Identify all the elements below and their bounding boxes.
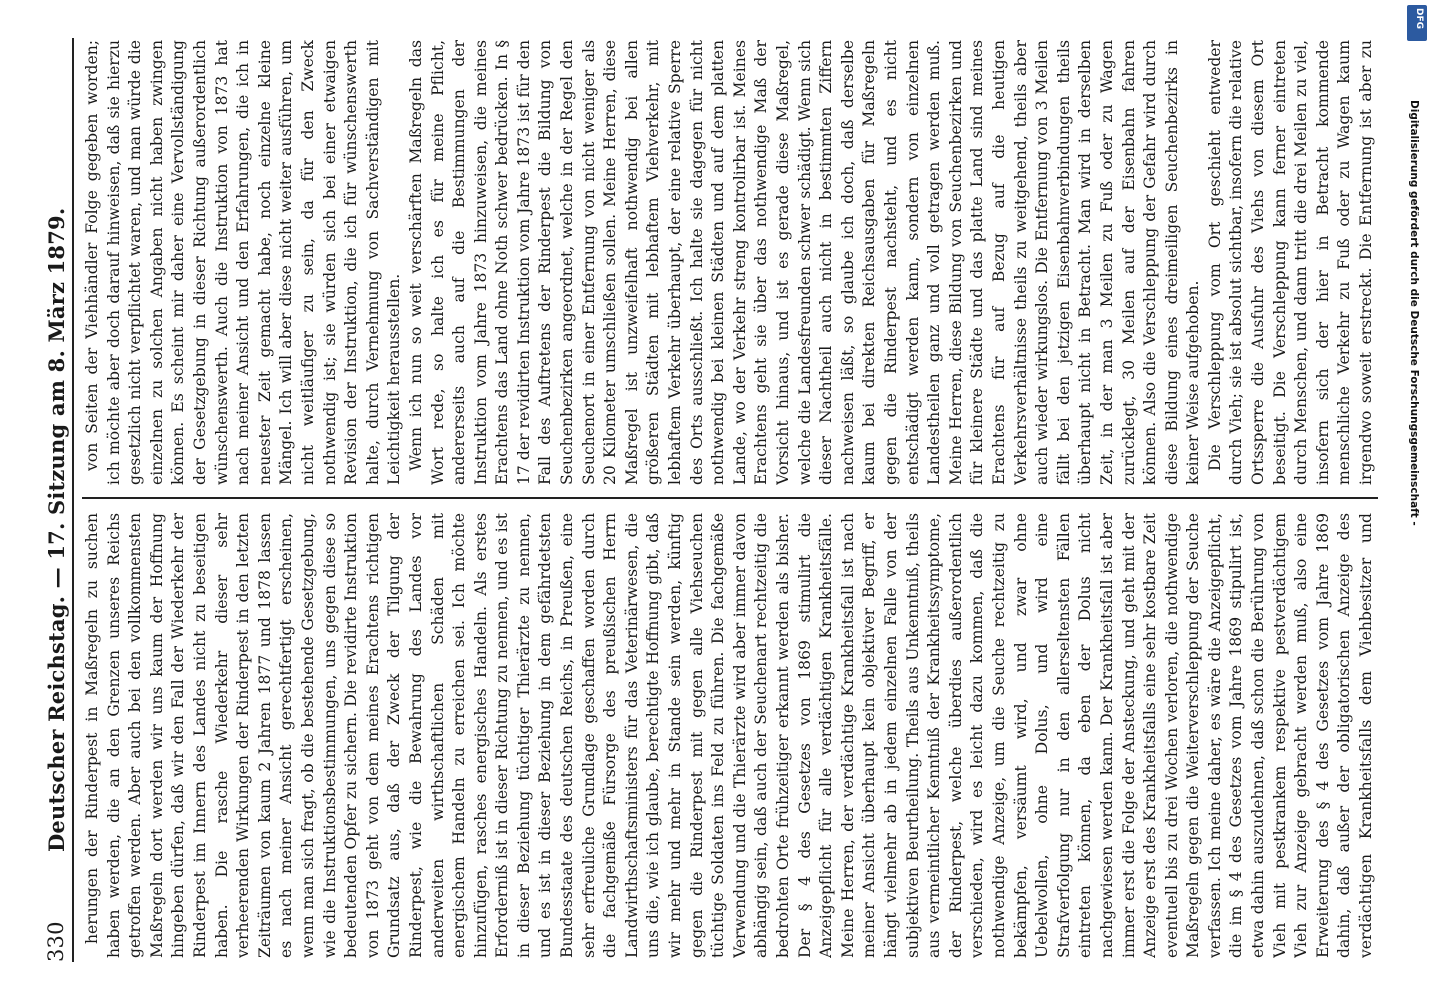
paragraph: von Seiten der Viehhändler Folge gegeben worden; ich möchte aber doch darauf hinweisen, daß sie hierzu gesetzlich nicht verpflichtet waren, und man würde die einzelnen zu solchen Angaben nicht haben zwingen können. Es scheint mir daher eine Vervollständigung der Gesetzgebung in dieser Richtung außerordentlich wünschenswerth. Auch die Instruktion von 1873 hat nach meiner Ansicht und den Erfahrungen, die ich in neuester Zeit gemacht habe, noch einzelne kleine Mängel. Ich will aber diese nicht weiter ausführen, um nicht weitläufiger zu sein, da für den Zweck nothwendig ist; sie würden sich bei einer etwaigen Revision der Instruktion, die ich für wünschenswerth halte, durch Vernehmung von Sachverständigen mit Leichtigkeit herausstellen.	[83, 40, 404, 485]
digitization-notice-text: Digitalisierung gefördert durch die Deutsche Forschungsgemeinschaft -	[1408, 100, 1420, 526]
dfg-logo-text: DFG	[1414, 8, 1424, 30]
text-column-right	[82, 40, 1378, 485]
text-column-left	[82, 513, 1378, 958]
digitization-notice	[1400, 60, 1426, 900]
dfg-logo	[1407, 5, 1427, 41]
column-divider	[82, 497, 1378, 499]
running-title: Deutscher Reichstag. — 17. Sitzung am 8. März 1879.	[44, 207, 69, 852]
page-number: 330	[44, 921, 68, 962]
paragraph: herungen der Rinderpest in Maßregeln zu suchen haben werden, die an den Grenzen unseres Reichs getroffen werden. Aber auch bei den vollkommensten Maßregeln dort werden wir uns kaum der Hoffnung hingeben dürfen, daß wir den Fall der Wiederkehr der Rinderpest im Innern des Landes nicht zu beseitigen haben. Die rasche Wiederkehr dieser sehr verheerenden Wirkungen der Rinderpest in den letzten Zeiträumen von kaum 2 Jahren 1877 und 1878 lassen es nach meiner Ansicht gerechtfertigt erscheinen, wenn man sich fragt, ob die bestehende Gesetzgebung, wie die Instruktionsbestimmungen, uns gegen diese so bedeutenden Opfer zu sichern. Die revidirte Instruktion von 1873 geht von dem meines Erachtens richtigen Grundsatz aus, daß der Zweck der Tilgung der Rinderpest, wie die Bewahrung des Landes vor anderweiten wirthschaftlichen Schäden mit energischem Handeln zu erreichen sei. Ich möchte hinzufügen, rasches energisches Handeln. Als erstes Erforderniß ist in dieser Richtung zu nennen, und es ist in dieser Beziehung tüchtiger Thierärzte zu nennen, und es ist in dieser Beziehung in dem gefährdetsten Bundesstaate des deutschen Reichs, in Preußen, eine sehr erfreuliche Grundlage geschaffen worden durch die fachgemäße Fürsorge des preußischen Herrn Landwirthschaftsministers für das Veterinärwesen, die uns die, wie ich glaube, berechtigte Hoffnung gibt, daß wir mehr und mehr in Stande sein werden, künftig gegen die Rinderpest mit gegen alle Viehseuchen tüchtige Soldaten ins Feld zu führen. Die fachgemäße Verwendung und die Thierärzte wird aber immer davon abhängig sein, daß auch der Seuchenart rechtzeitig die bedrohten Orte frühzeitiger erkannt werden als bisher. Der § 4 des Gesetzes von 1869 stimulirt die Anzeigepflicht für alle verdächtigen Krankheitsfälle. Meine Herren, der verdächtige Krankheitsfall ist nach meiner Ansicht überhaupt kein objektiver Begriff, er hängt vielmehr ab in jedem einzelnen Falle von der subjektiven Beurtheilung. Theils aus Unkenntniß, theils aus vermeintlicher Kenntniß der Krankheitssymptome, der Rinderpest, welche überdies außerordentlich verschieden, wird es leicht dazu kommen, daß die nothwendige Anzeige, um die Seuche rechtzeitig zu bekämpfen, versäumt wird, und zwar ohne Uebelwollen, ohne Dolus, und wird eine Strafverfolgung nur in den allerseltensten Fällen eintreten können, da eben der Dolus nicht nachgewiesen werden kann. Der Krankheitsfall ist aber immer erst die Folge der Ansteckung, und geht mit der Anzeige erst des Krankheitsfalls eine sehr kostbare Zeit eventuell bis zu drei Wochen verloren, die nothwendige Maßregeln gegen die Weiterverschleppung der Seuche verfassen. Ich meine daher, es wäre die Anzeigepflicht, die im § 4 des Gesetzes vom Jahre 1869 stipulirt ist, etwa dahin auszudehnen, daß schon die Berührung von Vieh mit pestkrankem respektive pestverdächtigem Vieh zur Anzeige gebracht werden muß, also eine Erweiterung des § 4 des Gesetzes vom Jahre 1869 dahin, daß außer der obligatorischen Anzeige des verdächtigen Krankheitsfalls dem Viehbesitzer und	[83, 513, 1376, 958]
paragraph: Die Verschleppung vom Ort geschieht entweder durch Vieh; sie ist absolut sichtbar, insofern die relative Ortssperre die Ausfuhr des Viehs von diesem Ort beseitigt. Die Verschleppung kann ferner eintreten durch Menschen, und dann tritt die drei Meilen zu viel, insofern sich der hier in Betracht kommende menschliche Verkehr zu Fuß oder zu Wagen kaum irgendwo soweit erstreckt. Die Entfernung ist aber zu	[1205, 40, 1376, 485]
paragraph: Wenn ich nun so weit verschärften Maßregeln das Wort rede, so halte ich es für meine Pflicht, andererseits auch auf die Bestimmungen der Instruktion vom Jahre 1873 hinzuweisen, die meines Erachtens das Land ohne Noth schwer bedrücken. In § 17 der revidirten Instruktion vom Jahre 1873 ist für den Fall des Auftretens der Rinderpest die Bildung von Seuchenbezirken angeordnet, welche in der Regel den Seuchenort in einer Entfernung von nicht weniger als 20 Kilometer umschließen sollen. Meine Herren, diese Maßregel ist unzweifelhaft nothwendig bei allen größeren Städten mit lebhaftem Viehverkehr, mit lebhaftem Verkehr überhaupt, der eine relative Sperre des Orts ausschließt. Ich halte sie dagegen für nicht nothwendig bei kleinen Städten und auf dem platten Lande, wo der Verkehr streng kontrolirbar ist. Meines Erachtens geht sie über das nothwendige Maß der Vorsicht hinaus, und ist es gerade diese Maßregel, welche die Landesfreunden schwer schädigt. Wenn sich dieser Nachtheil auch nicht in bestimmten Ziffern nachweisen läßt, so glaube ich doch, daß derselbe kaum bei direkten Reichsausgaben für Maßregeln gegen die Rinderpest nachsteht, und es nicht entschädigt werden kann, sondern von einzelnen Landestheilen ganz und voll getragen werden muß. Meine Herren, diese Bildung von Seuchenbezirken und für kleinere Städte und das platte Land sind meines Erachtens für auf Bezug auf die heutigen Verkehrsverhältnisse theils zu weitgehend, theils aber auch wieder wirkungslos. Die Entfernung von 3 Meilen fällt bei den jetzigen Eisenbahnverbindungen theils überhaupt nicht in Betracht. Man wird in derselben Zeit, in der man 3 Meilen zu Fuß oder zu Wagen zurücklegt, 30 Meilen auf der Eisenbahn fahren können. Also die Verschleppung der Gefahr wird durch diese Bildung eines dreimeiligen Seuchenbezirks in keiner Weise aufgehoben.	[406, 40, 1203, 485]
page-header	[42, 38, 74, 962]
